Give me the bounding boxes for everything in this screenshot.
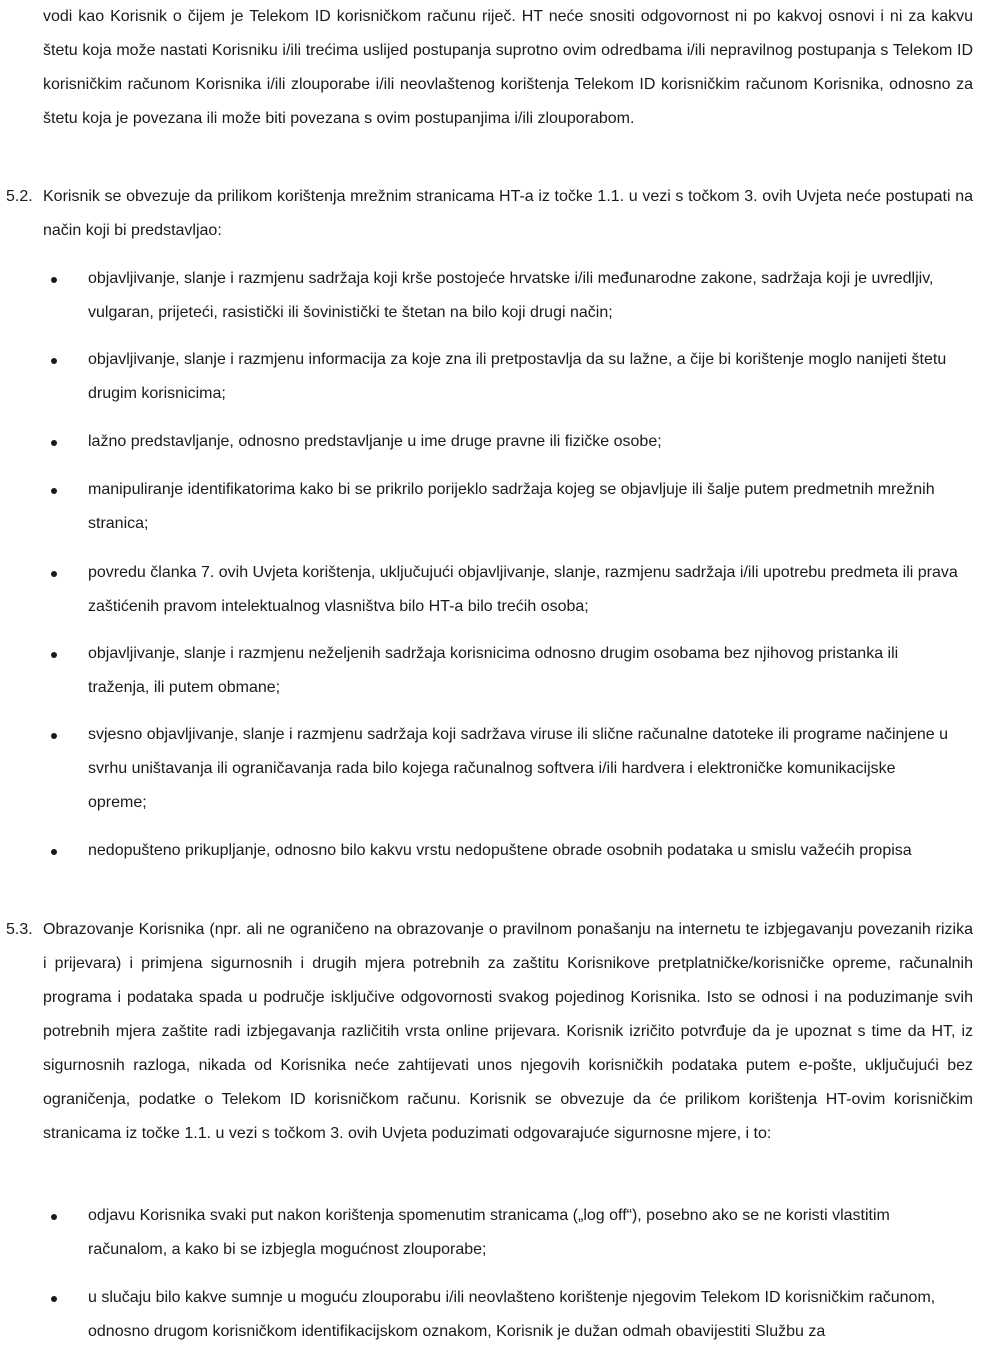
list-item: objavljivanje, slanje i razmjenu neželjenih sadržaja korisnicima odnosno drugim osobama bez njihovog pristanka ili traženja, ili putem obmane; bbox=[88, 645, 899, 696]
bullet-icon bbox=[51, 473, 61, 507]
section-number-5-3: 5.3. bbox=[6, 921, 33, 938]
list-item: u slučaju bilo kakve sumnje u moguću zlouporabu i/ili neovlašteno korištenje njegovim Telekom ID korisničkim računom, odnosno drugom korisničkom identifikacijskom oznakom, Korisnik je dužan odmah obavijestiti Službu za bbox=[88, 1289, 936, 1340]
list-item: svjesno objavljivanje, slanje i razmjenu sadržaja koji sadržava viruse ili slične računalne datoteke ili programe načinjene u svrhu uništavanja ili ograničavanja rada bilo kojega računalnog softvera i/ili hardvera i elektroničke komunikacijske opreme; bbox=[88, 726, 948, 811]
bullet-icon bbox=[51, 718, 61, 752]
list-item: odjavu Korisnika svaki put nakon korištenja spomenutim stranicama („log off“), posebno ako se ne koristi vlastitim računalom, a kako bi se izbjegla mogućnost zlouporabe; bbox=[88, 1207, 890, 1258]
bullet-icon bbox=[51, 425, 61, 459]
section-5-3-intro: Obrazovanje Korisnika (npr. ali ne ograničeno na obrazovanje o pravilnom ponašanju na internetu te izbjegavanju povezanih rizika i prijevara) i primjena sigurnosnih i drugih mjera potrebnih za zaštitu Korisnikove pretplatničke/korisničke opreme, računalnih programa i podataka spada u područje isključive odgovornosti svakog pojedinog Korisnika. Isto se odnosi i na poduzimanje svih potrebnih mjera zaštite radi izbjegavanja različitih vrsta online prijevara. Korisnik izričito potvrđuje da je upoznat s time da HT, iz sigurnosnih razloga, nikada od Korisnika neće zahtijevati unos njegovih korisničkih podataka putem e-pošte, uključujući bez ograničenja, podatke o Telekom ID korisničkom računu. Korisnik se obvezuje da će prilikom korištenja HT-ovim korisničkim stranicama iz točke 1.1. u vezi s točkom 3. ovih Uvjeta poduzimati odgovarajuće sigurnosne mjere, i to: bbox=[43, 921, 973, 1142]
list-item: objavljivanje, slanje i razmjenu sadržaja koji krše postojeće hrvatske i/ili međunarodne zakone, sadržaja koji je uvredljiv, vulgaran, prijeteći, rasistički ili šovinistički te štetan na bilo koji drugi način; bbox=[88, 270, 934, 321]
bullet-icon bbox=[51, 637, 61, 671]
bullet-icon bbox=[51, 556, 61, 590]
list-item: manipuliranje identifikatorima kako bi se prikrilo porijeklo sadržaja kojeg se objavljuje ili šalje putem predmetnih mrežnih stranica; bbox=[88, 481, 935, 532]
continuation-paragraph: vodi kao Korisnik o čijem je Telekom ID korisničkom računu riječ. HT neće snositi odgovornost ni po kakvoj osnovi i ni za kakvu štetu koja može nastati Korisniku i/ili trećima uslijed postupanja suprotno ovim odredbama i/ili nepravilnog postupanja s Telekom ID korisničkim računom Korisnika i/ili zlouporabe i/ili neovlaštenog korištenja Telekom ID korisničkim računom Korisnika, odnosno za štetu koja je povezana ili može biti povezana s ovim postupanjima i/ili zlouporabom. bbox=[43, 8, 973, 127]
bullet-icon bbox=[51, 343, 61, 377]
list-item: nedopušteno prikupljanje, odnosno bilo kakvu vrstu nedopuštene obrade osobnih podataka u smislu važećih propisa bbox=[88, 842, 912, 859]
bullet-icon bbox=[51, 834, 61, 868]
bullet-icon bbox=[51, 1199, 61, 1233]
list-item: objavljivanje, slanje i razmjenu informacija za koje zna ili pretpostavlja da su lažne, a čije bi korištenje moglo nanijeti štetu drugim korisnicima; bbox=[88, 351, 947, 402]
section-5-2-intro: Korisnik se obvezuje da prilikom korištenja mrežnim stranicama HT-a iz točke 1.1. u vezi s točkom 3. ovih Uvjeta neće postupati na način koji bi predstavljao: bbox=[43, 188, 973, 239]
section-number-5-2: 5.2. bbox=[6, 188, 33, 205]
list-item: povredu članka 7. ovih Uvjeta korištenja, uključujući objavljivanje, slanje, razmjenu sadržaja i/ili upotrebu predmeta ili prava zaštićenih pravom intelektualnog vlasništva bilo HT-a bilo trećih osoba; bbox=[88, 564, 958, 615]
list-item: lažno predstavljanje, odnosno predstavljanje u ime druge pravne ili fizičke osobe; bbox=[88, 433, 662, 450]
bullet-icon bbox=[51, 1281, 61, 1315]
bullet-icon bbox=[51, 262, 61, 296]
